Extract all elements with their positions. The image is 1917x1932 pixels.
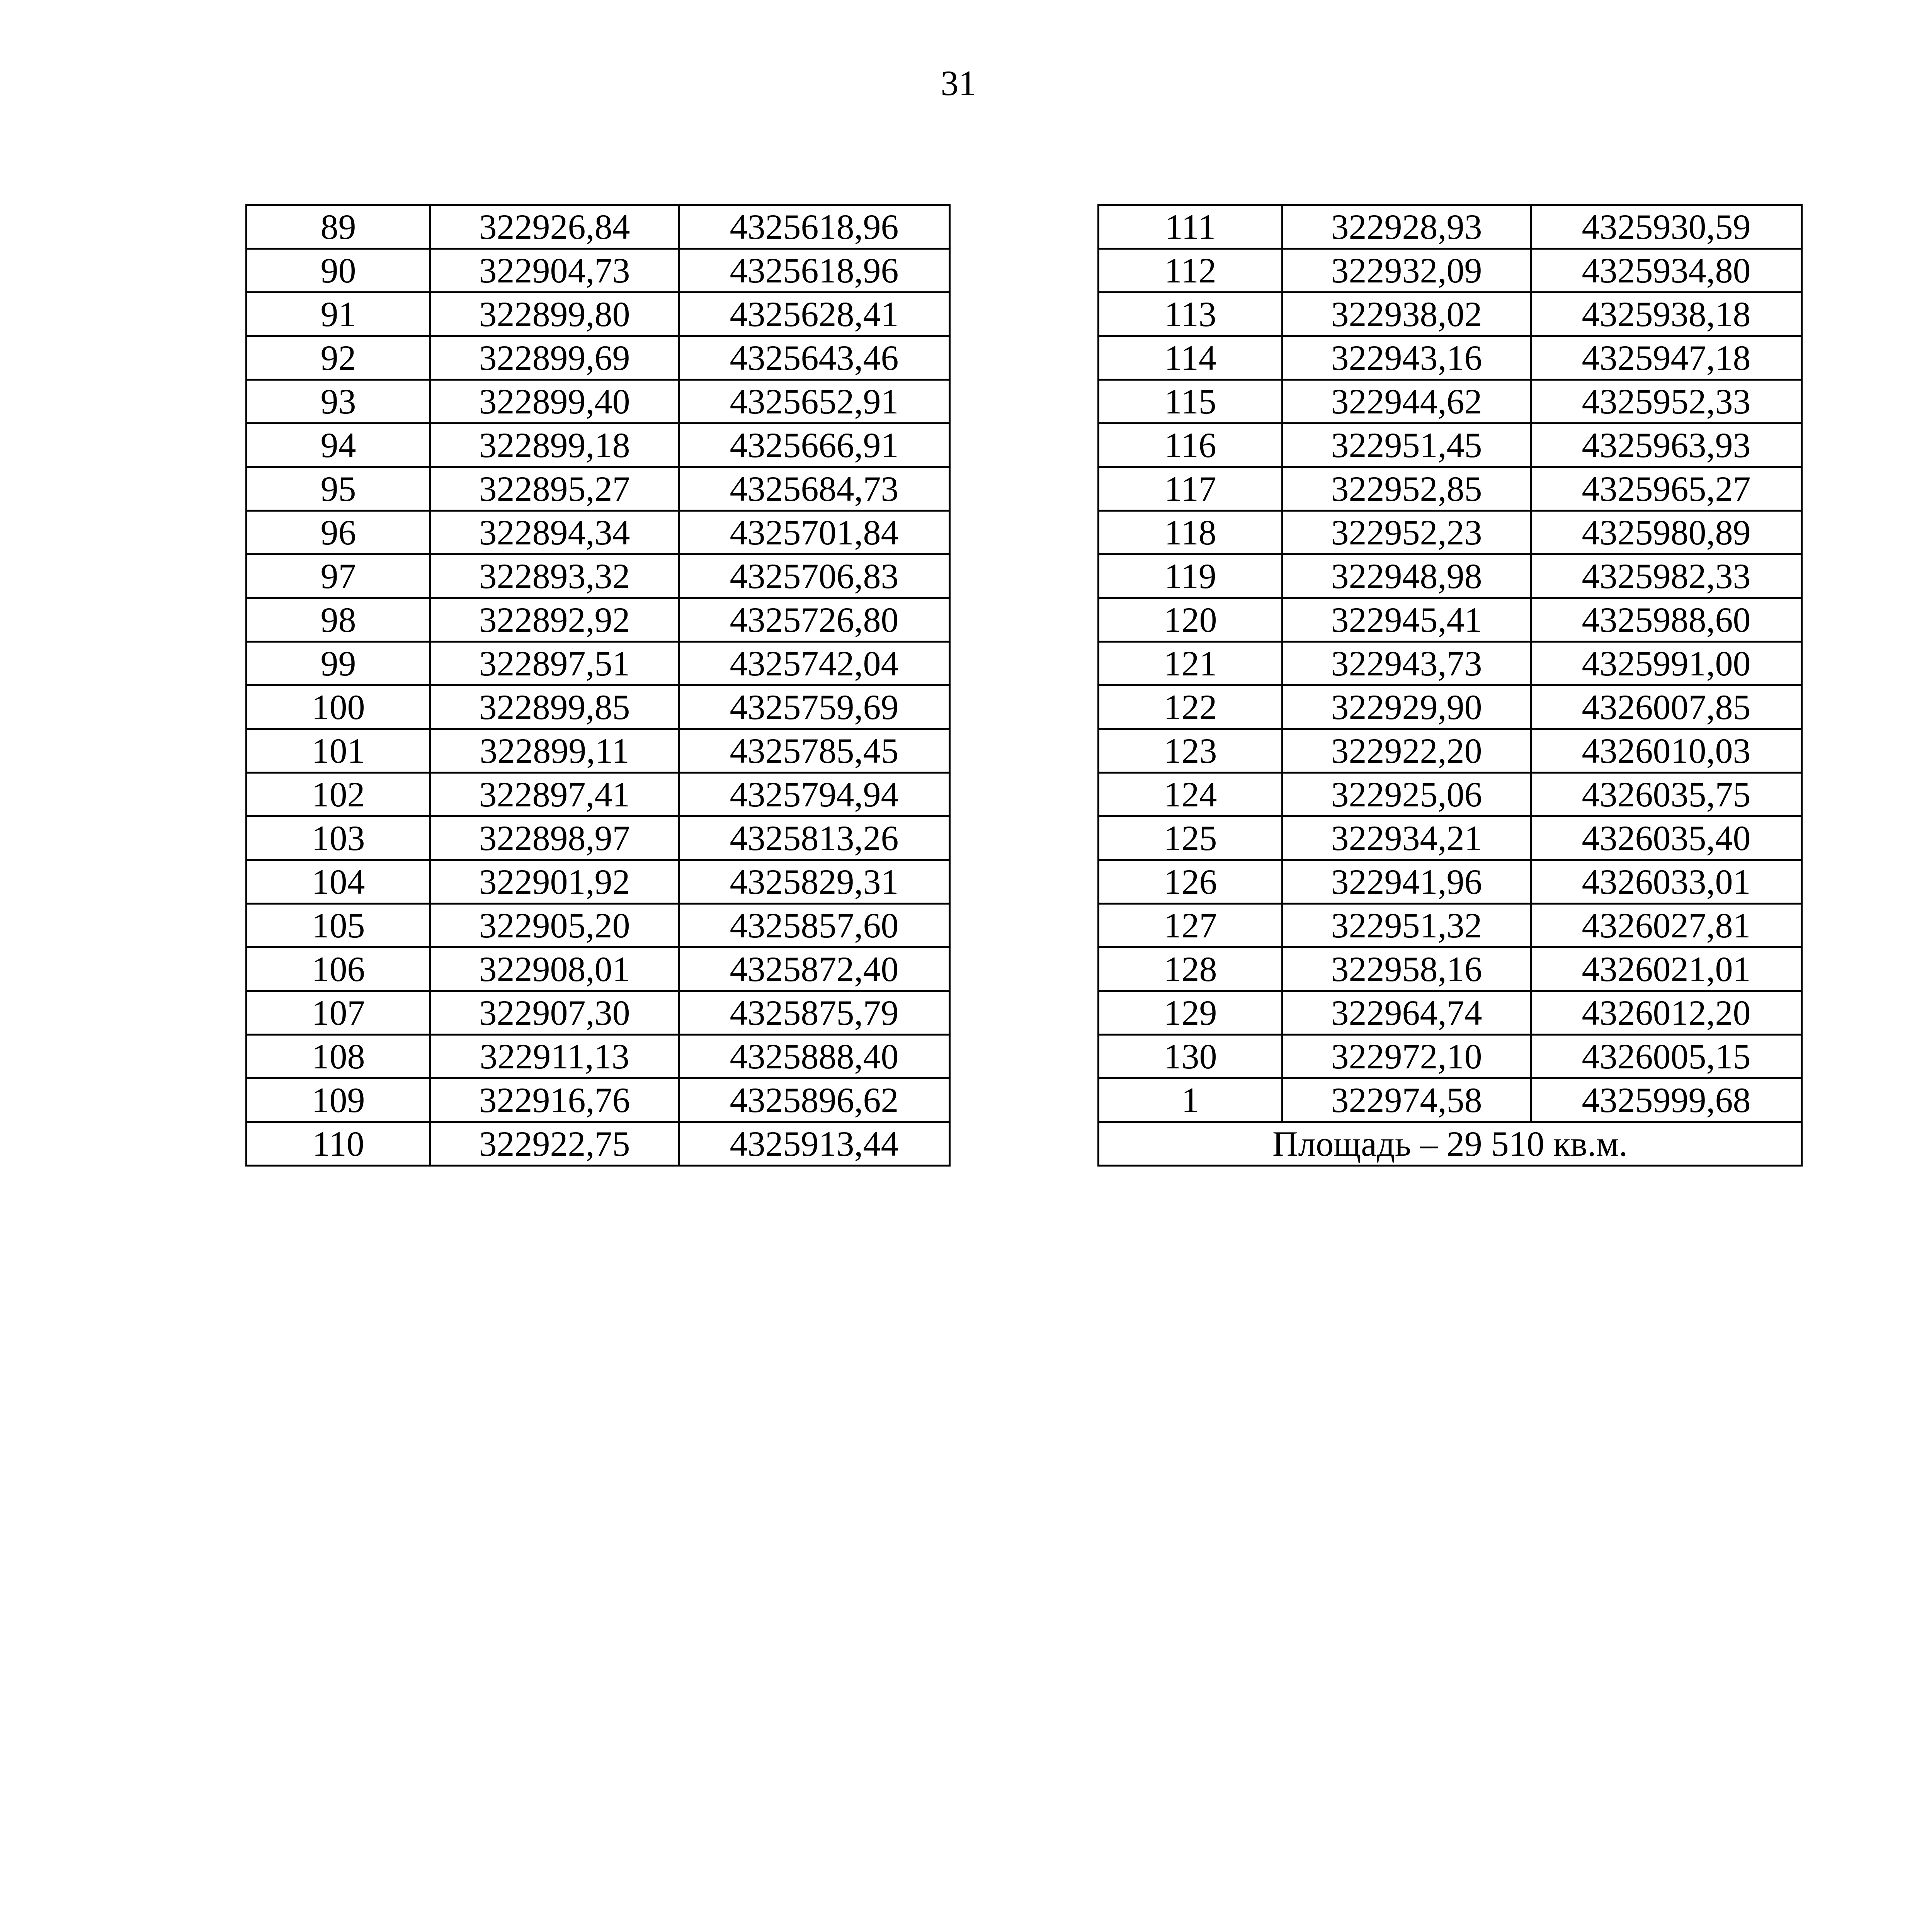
y-coordinate-cell: 4325913,44 [679,1122,950,1166]
x-coordinate-cell: 322894,34 [430,511,679,554]
table-row [1099,685,1802,729]
table-row [1099,729,1802,773]
y-coordinate-cell: 4325742,04 [679,642,950,685]
x-coordinate-cell: 322941,96 [1283,860,1531,904]
point-number-cell: 106 [247,947,430,991]
table-row [1099,991,1802,1035]
table-row [1099,249,1802,293]
x-coordinate-cell: 322895,27 [430,467,679,511]
table-row [1099,511,1802,554]
table-row [247,685,950,729]
x-coordinate-cell: 322938,02 [1283,293,1531,336]
y-coordinate-cell: 4325666,91 [679,423,950,467]
table-row [1099,598,1802,642]
table-row [247,773,950,816]
point-number-cell: 93 [247,380,430,423]
x-coordinate-cell: 322899,80 [430,293,679,336]
x-coordinate-cell: 322899,11 [430,729,679,773]
y-coordinate-cell: 4325938,18 [1531,293,1802,336]
point-number-cell: 94 [247,423,430,467]
table-row [1099,1078,1802,1122]
table-row [1099,205,1802,249]
point-number-cell: 91 [247,293,430,336]
x-coordinate-cell: 322951,32 [1283,904,1531,947]
table-row [247,729,950,773]
y-coordinate-cell: 4325652,91 [679,380,950,423]
point-number-cell: 102 [247,773,430,816]
table-row [247,293,950,336]
x-coordinate-cell: 322943,73 [1283,642,1531,685]
table-row [247,598,950,642]
y-coordinate-cell: 4325965,27 [1531,467,1802,511]
x-coordinate-cell: 322944,62 [1283,380,1531,423]
x-coordinate-cell: 322972,10 [1283,1035,1531,1078]
x-coordinate-cell: 322899,69 [430,336,679,380]
table-row [247,1122,950,1166]
point-number-cell: 90 [247,249,430,293]
x-coordinate-cell: 322945,41 [1283,598,1531,642]
y-coordinate-cell: 4325980,89 [1531,511,1802,554]
x-coordinate-cell: 322928,93 [1283,205,1531,249]
x-coordinate-cell: 322934,21 [1283,816,1531,860]
point-number-cell: 111 [1099,205,1283,249]
x-coordinate-cell: 322899,18 [430,423,679,467]
point-number-cell: 118 [1099,511,1283,554]
x-coordinate-cell: 322964,74 [1283,991,1531,1035]
table-row [1099,904,1802,947]
point-number-cell: 128 [1099,947,1283,991]
x-coordinate-cell: 322922,75 [430,1122,679,1166]
point-number-cell: 100 [247,685,430,729]
y-coordinate-cell: 4326012,20 [1531,991,1802,1035]
table-row [247,860,950,904]
table-row [247,467,950,511]
x-coordinate-cell: 322911,13 [430,1035,679,1078]
point-number-cell: 96 [247,511,430,554]
table-row [1099,860,1802,904]
y-coordinate-cell: 4325947,18 [1531,336,1802,380]
x-coordinate-cell: 322925,06 [1283,773,1531,816]
table-row [1099,467,1802,511]
coordinates-table-right-body [1099,205,1802,1166]
x-coordinate-cell: 322951,45 [1283,423,1531,467]
y-coordinate-cell: 4325896,62 [679,1078,950,1122]
x-coordinate-cell: 322899,85 [430,685,679,729]
x-coordinate-cell: 322926,84 [430,205,679,249]
y-coordinate-cell: 4326027,81 [1531,904,1802,947]
area-summary-row [1099,1122,1802,1166]
table-row [247,642,950,685]
y-coordinate-cell: 4325684,73 [679,467,950,511]
point-number-cell: 97 [247,554,430,598]
point-number-cell: 120 [1099,598,1283,642]
table-row [1099,293,1802,336]
table-row [1099,554,1802,598]
point-number-cell: 109 [247,1078,430,1122]
x-coordinate-cell: 322905,20 [430,904,679,947]
point-number-cell: 117 [1099,467,1283,511]
x-coordinate-cell: 322893,32 [430,554,679,598]
coordinates-table-left-body [247,205,950,1166]
point-number-cell: 101 [247,729,430,773]
x-coordinate-cell: 322932,09 [1283,249,1531,293]
x-coordinate-cell: 322952,85 [1283,467,1531,511]
table-row [247,1078,950,1122]
x-coordinate-cell: 322901,92 [430,860,679,904]
x-coordinate-cell: 322907,30 [430,991,679,1035]
table-row [1099,642,1802,685]
y-coordinate-cell: 4325872,40 [679,947,950,991]
y-coordinate-cell: 4326035,40 [1531,816,1802,860]
y-coordinate-cell: 4325930,59 [1531,205,1802,249]
y-coordinate-cell: 4326007,85 [1531,685,1802,729]
table-row [247,249,950,293]
x-coordinate-cell: 322952,23 [1283,511,1531,554]
point-number-cell: 123 [1099,729,1283,773]
point-number-cell: 113 [1099,293,1283,336]
x-coordinate-cell: 322899,40 [430,380,679,423]
y-coordinate-cell: 4325618,96 [679,249,950,293]
table-row [1099,816,1802,860]
point-number-cell: 108 [247,1035,430,1078]
x-coordinate-cell: 322897,51 [430,642,679,685]
table-row [1099,336,1802,380]
y-coordinate-cell: 4326021,01 [1531,947,1802,991]
y-coordinate-cell: 4326035,75 [1531,773,1802,816]
y-coordinate-cell: 4325618,96 [679,205,950,249]
area-summary-cell: Площадь – 29 510 кв.м. [1099,1122,1802,1166]
point-number-cell: 105 [247,904,430,947]
y-coordinate-cell: 4326010,03 [1531,729,1802,773]
table-row [247,336,950,380]
y-coordinate-cell: 4325988,60 [1531,598,1802,642]
coordinates-table-left [245,204,951,1167]
y-coordinate-cell: 4325875,79 [679,991,950,1035]
point-number-cell: 95 [247,467,430,511]
y-coordinate-cell: 4325829,31 [679,860,950,904]
x-coordinate-cell: 322922,20 [1283,729,1531,773]
point-number-cell: 121 [1099,642,1283,685]
y-coordinate-cell: 4325701,84 [679,511,950,554]
point-number-cell: 122 [1099,685,1283,729]
point-number-cell: 89 [247,205,430,249]
page-number: 31 [941,63,976,103]
table-row [247,205,950,249]
x-coordinate-cell: 322892,92 [430,598,679,642]
table-row [1099,380,1802,423]
point-number-cell: 110 [247,1122,430,1166]
point-number-cell: 103 [247,816,430,860]
table-row [247,380,950,423]
y-coordinate-cell: 4325785,45 [679,729,950,773]
y-coordinate-cell: 4325991,00 [1531,642,1802,685]
y-coordinate-cell: 4325628,41 [679,293,950,336]
x-coordinate-cell: 322974,58 [1283,1078,1531,1122]
point-number-cell: 115 [1099,380,1283,423]
table-row [1099,773,1802,816]
x-coordinate-cell: 322929,90 [1283,685,1531,729]
point-number-cell: 124 [1099,773,1283,816]
table-row [247,904,950,947]
point-number-cell: 1 [1099,1078,1283,1122]
point-number-cell: 129 [1099,991,1283,1035]
x-coordinate-cell: 322958,16 [1283,947,1531,991]
y-coordinate-cell: 4325813,26 [679,816,950,860]
y-coordinate-cell: 4325857,60 [679,904,950,947]
y-coordinate-cell: 4325643,46 [679,336,950,380]
y-coordinate-cell: 4325706,83 [679,554,950,598]
y-coordinate-cell: 4325759,69 [679,685,950,729]
table-row [247,947,950,991]
point-number-cell: 116 [1099,423,1283,467]
point-number-cell: 99 [247,642,430,685]
x-coordinate-cell: 322898,97 [430,816,679,860]
y-coordinate-cell: 4325963,93 [1531,423,1802,467]
y-coordinate-cell: 4325982,33 [1531,554,1802,598]
y-coordinate-cell: 4325934,80 [1531,249,1802,293]
x-coordinate-cell: 322948,98 [1283,554,1531,598]
x-coordinate-cell: 322908,01 [430,947,679,991]
point-number-cell: 98 [247,598,430,642]
x-coordinate-cell: 322904,73 [430,249,679,293]
table-row [247,1035,950,1078]
y-coordinate-cell: 4325726,80 [679,598,950,642]
y-coordinate-cell: 4325999,68 [1531,1078,1802,1122]
y-coordinate-cell: 4326005,15 [1531,1035,1802,1078]
point-number-cell: 104 [247,860,430,904]
y-coordinate-cell: 4325888,40 [679,1035,950,1078]
x-coordinate-cell: 322943,16 [1283,336,1531,380]
point-number-cell: 130 [1099,1035,1283,1078]
coordinates-table-right [1097,204,1803,1167]
table-row [247,991,950,1035]
table-row [247,816,950,860]
table-row [247,511,950,554]
point-number-cell: 92 [247,336,430,380]
point-number-cell: 119 [1099,554,1283,598]
y-coordinate-cell: 4325794,94 [679,773,950,816]
x-coordinate-cell: 322916,76 [430,1078,679,1122]
point-number-cell: 107 [247,991,430,1035]
table-row [247,423,950,467]
table-row [1099,947,1802,991]
y-coordinate-cell: 4325952,33 [1531,380,1802,423]
table-row [1099,1035,1802,1078]
point-number-cell: 125 [1099,816,1283,860]
point-number-cell: 112 [1099,249,1283,293]
x-coordinate-cell: 322897,41 [430,773,679,816]
table-row [247,554,950,598]
point-number-cell: 127 [1099,904,1283,947]
table-row [1099,423,1802,467]
point-number-cell: 114 [1099,336,1283,380]
point-number-cell: 126 [1099,860,1283,904]
y-coordinate-cell: 4326033,01 [1531,860,1802,904]
